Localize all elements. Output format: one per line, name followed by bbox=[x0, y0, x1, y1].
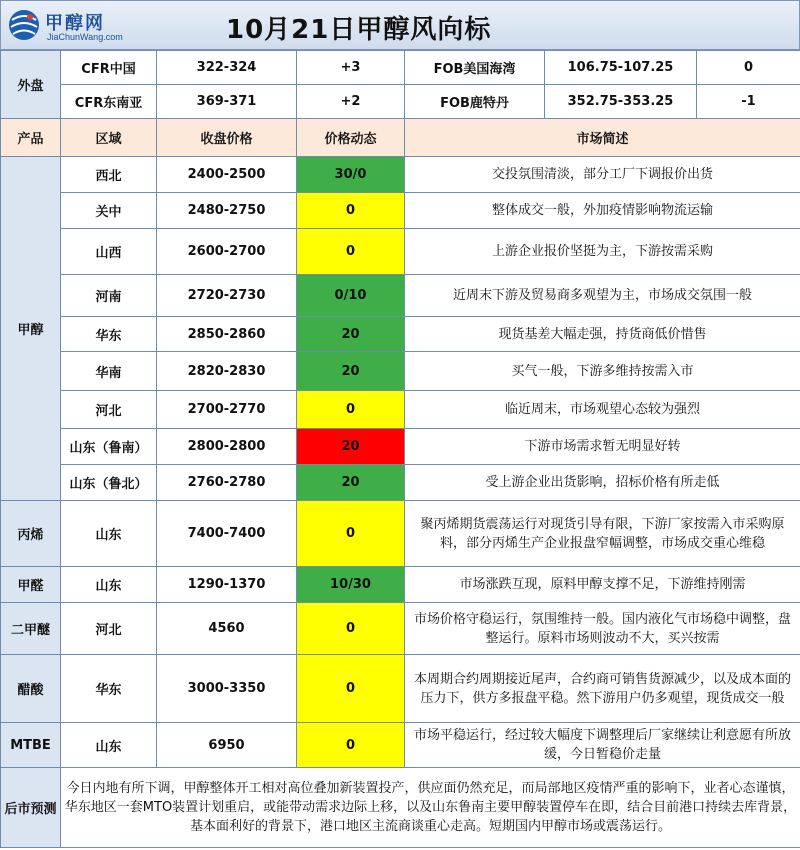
external-price: 106.75-107.25 bbox=[545, 51, 697, 85]
title-bar bbox=[0, 0, 800, 50]
external-price: 322-324 bbox=[157, 51, 297, 85]
table-row bbox=[1, 193, 800, 229]
summary-cell: 现货基差大幅走强，持货商低价惜售 bbox=[405, 317, 800, 352]
price-cell: 2480-2750 bbox=[157, 193, 297, 229]
summary-cell: 近周末下游及贸易商多观望为主，市场成交氛围一般 bbox=[405, 275, 800, 317]
price-cell: 2760-2780 bbox=[157, 465, 297, 501]
table-row bbox=[1, 391, 800, 429]
table-row bbox=[1, 567, 800, 603]
summary-cell: 临近周末，市场观望心态较为强烈 bbox=[405, 391, 800, 429]
table-row bbox=[1, 603, 800, 655]
price-cell: 2700-2770 bbox=[157, 391, 297, 429]
region-cell: 河北 bbox=[61, 603, 157, 655]
external-price: 369-371 bbox=[157, 85, 297, 119]
globe-logo-icon bbox=[7, 8, 41, 42]
external-label: 外盘 bbox=[1, 51, 61, 119]
product-label-methanol: 甲醇 bbox=[1, 157, 61, 501]
product-label: 醋酸 bbox=[1, 655, 61, 723]
trend-cell: 20 bbox=[297, 429, 405, 465]
price-cell: 6950 bbox=[157, 723, 297, 768]
logo[interactable] bbox=[5, 5, 155, 47]
summary-cell: 受上游企业出货影响，招标价格有所走低 bbox=[405, 465, 800, 501]
price-cell: 2850-2860 bbox=[157, 317, 297, 352]
price-cell: 1290-1370 bbox=[157, 567, 297, 603]
product-label: 二甲醚 bbox=[1, 603, 61, 655]
external-change: 0 bbox=[697, 51, 800, 85]
column-header-row bbox=[1, 119, 800, 157]
table-row bbox=[1, 275, 800, 317]
region-cell: 河北 bbox=[61, 391, 157, 429]
table-row bbox=[1, 501, 800, 567]
region-cell: 西北 bbox=[61, 157, 157, 193]
external-change: +3 bbox=[297, 51, 405, 85]
trend-cell: 0 bbox=[297, 723, 405, 768]
region-cell: 华东 bbox=[61, 655, 157, 723]
region-cell: 山西 bbox=[61, 229, 157, 275]
column-header: 产品 bbox=[1, 119, 61, 157]
price-cell: 4560 bbox=[157, 603, 297, 655]
product-label: 甲醛 bbox=[1, 567, 61, 603]
trend-cell: 0 bbox=[297, 603, 405, 655]
summary-cell: 上游企业报价坚挺为主，下游按需采购 bbox=[405, 229, 800, 275]
trend-cell: 20 bbox=[297, 352, 405, 391]
external-row bbox=[1, 51, 800, 85]
region-cell: 山东 bbox=[61, 567, 157, 603]
product-label: 丙烯 bbox=[1, 501, 61, 567]
summary-cell: 下游市场需求暂无明显好转 bbox=[405, 429, 800, 465]
logo-text: 甲醇网 bbox=[45, 13, 105, 34]
column-header: 区域 bbox=[61, 119, 157, 157]
table-row bbox=[1, 317, 800, 352]
trend-cell: 0 bbox=[297, 391, 405, 429]
region-cell: 山东（鲁北） bbox=[61, 465, 157, 501]
table-row bbox=[1, 352, 800, 391]
table-row bbox=[1, 655, 800, 723]
table-row bbox=[1, 723, 800, 768]
column-header: 收盘价格 bbox=[157, 119, 297, 157]
summary-cell: 整体成交一般，外加疫情影响物流运输 bbox=[405, 193, 800, 229]
column-header: 价格动态 bbox=[297, 119, 405, 157]
external-change: -1 bbox=[697, 85, 800, 119]
price-cell: 2820-2830 bbox=[157, 352, 297, 391]
external-name: CFR中国 bbox=[61, 51, 157, 85]
trend-cell: 0 bbox=[297, 501, 405, 567]
region-cell: 山东（鲁南） bbox=[61, 429, 157, 465]
region-cell: 关中 bbox=[61, 193, 157, 229]
product-label: MTBE bbox=[1, 723, 61, 768]
price-cell: 7400-7400 bbox=[157, 501, 297, 567]
table-row bbox=[1, 429, 800, 465]
table-row bbox=[1, 465, 800, 501]
trend-cell: 0 bbox=[297, 229, 405, 275]
outlook-text: 今日内地有所下调，甲醇整体开工相对高位叠加新装置投产，供应面仍然充足，而局部地区疫情严重的影响下，业者心态谨慎，华东地区一套MTO装置计划重启，或能带动需求边际上移，以及山东鲁南主要甲醇装置停车在即，结合目前港口持续去库背景，基本面利好的背景下，港口地区主流商谈重心走高。短期国内甲醇市场或震荡运行。 bbox=[61, 768, 800, 848]
summary-cell: 市场平稳运行，经过较大幅度下调整理后厂家继续让利意愿有所放缓，今日暂稳价走量 bbox=[405, 723, 800, 768]
summary-cell: 本周期合约周期接近尾声，合约商可销售货源减少，以及成本面的压力下，供方多报盘平稳。然下游用户仍多观望，现货成交一般 bbox=[405, 655, 800, 723]
region-cell: 华南 bbox=[61, 352, 157, 391]
summary-cell: 市场价格守稳运行，氛围维持一般。国内液化气市场稳中调整，盘整运行。原料市场则波动不大，买兴按需 bbox=[405, 603, 800, 655]
trend-cell: 30/0 bbox=[297, 157, 405, 193]
region-cell: 华东 bbox=[61, 317, 157, 352]
market-table bbox=[0, 50, 800, 848]
external-row bbox=[1, 85, 800, 119]
trend-cell: 0 bbox=[297, 193, 405, 229]
price-cell: 2600-2700 bbox=[157, 229, 297, 275]
trend-cell: 20 bbox=[297, 317, 405, 352]
outlook-row bbox=[1, 768, 800, 848]
external-name: FOB鹿特丹 bbox=[405, 85, 545, 119]
column-header: 市场简述 bbox=[405, 119, 800, 157]
logo-url: JiaChunWang.com bbox=[47, 32, 123, 42]
outlook-label: 后市预测 bbox=[1, 768, 61, 848]
external-change: +2 bbox=[297, 85, 405, 119]
external-name: FOB美国海湾 bbox=[405, 51, 545, 85]
table-row bbox=[1, 229, 800, 275]
page-title: 10月21日甲醇风向标 bbox=[226, 15, 492, 45]
price-cell: 2800-2800 bbox=[157, 429, 297, 465]
trend-cell: 20 bbox=[297, 465, 405, 501]
table-row bbox=[1, 157, 800, 193]
external-name: CFR东南亚 bbox=[61, 85, 157, 119]
trend-cell: 10/30 bbox=[297, 567, 405, 603]
price-cell: 2720-2730 bbox=[157, 275, 297, 317]
region-cell: 山东 bbox=[61, 723, 157, 768]
summary-cell: 买气一般，下游多维持按需入市 bbox=[405, 352, 800, 391]
price-cell: 3000-3350 bbox=[157, 655, 297, 723]
summary-cell: 市场涨跌互现，原料甲醇支撑不足，下游维持刚需 bbox=[405, 567, 800, 603]
trend-cell: 0/10 bbox=[297, 275, 405, 317]
external-price: 352.75-353.25 bbox=[545, 85, 697, 119]
region-cell: 河南 bbox=[61, 275, 157, 317]
trend-cell: 0 bbox=[297, 655, 405, 723]
price-cell: 2400-2500 bbox=[157, 157, 297, 193]
summary-cell: 交投氛围清淡，部分工厂下调报价出货 bbox=[405, 157, 800, 193]
summary-cell: 聚丙烯期货震荡运行对现货引导有限，下游厂家按需入市采购原料，部分丙烯生产企业报盘窄幅调整，市场成交重心维稳 bbox=[405, 501, 800, 567]
region-cell: 山东 bbox=[61, 501, 157, 567]
